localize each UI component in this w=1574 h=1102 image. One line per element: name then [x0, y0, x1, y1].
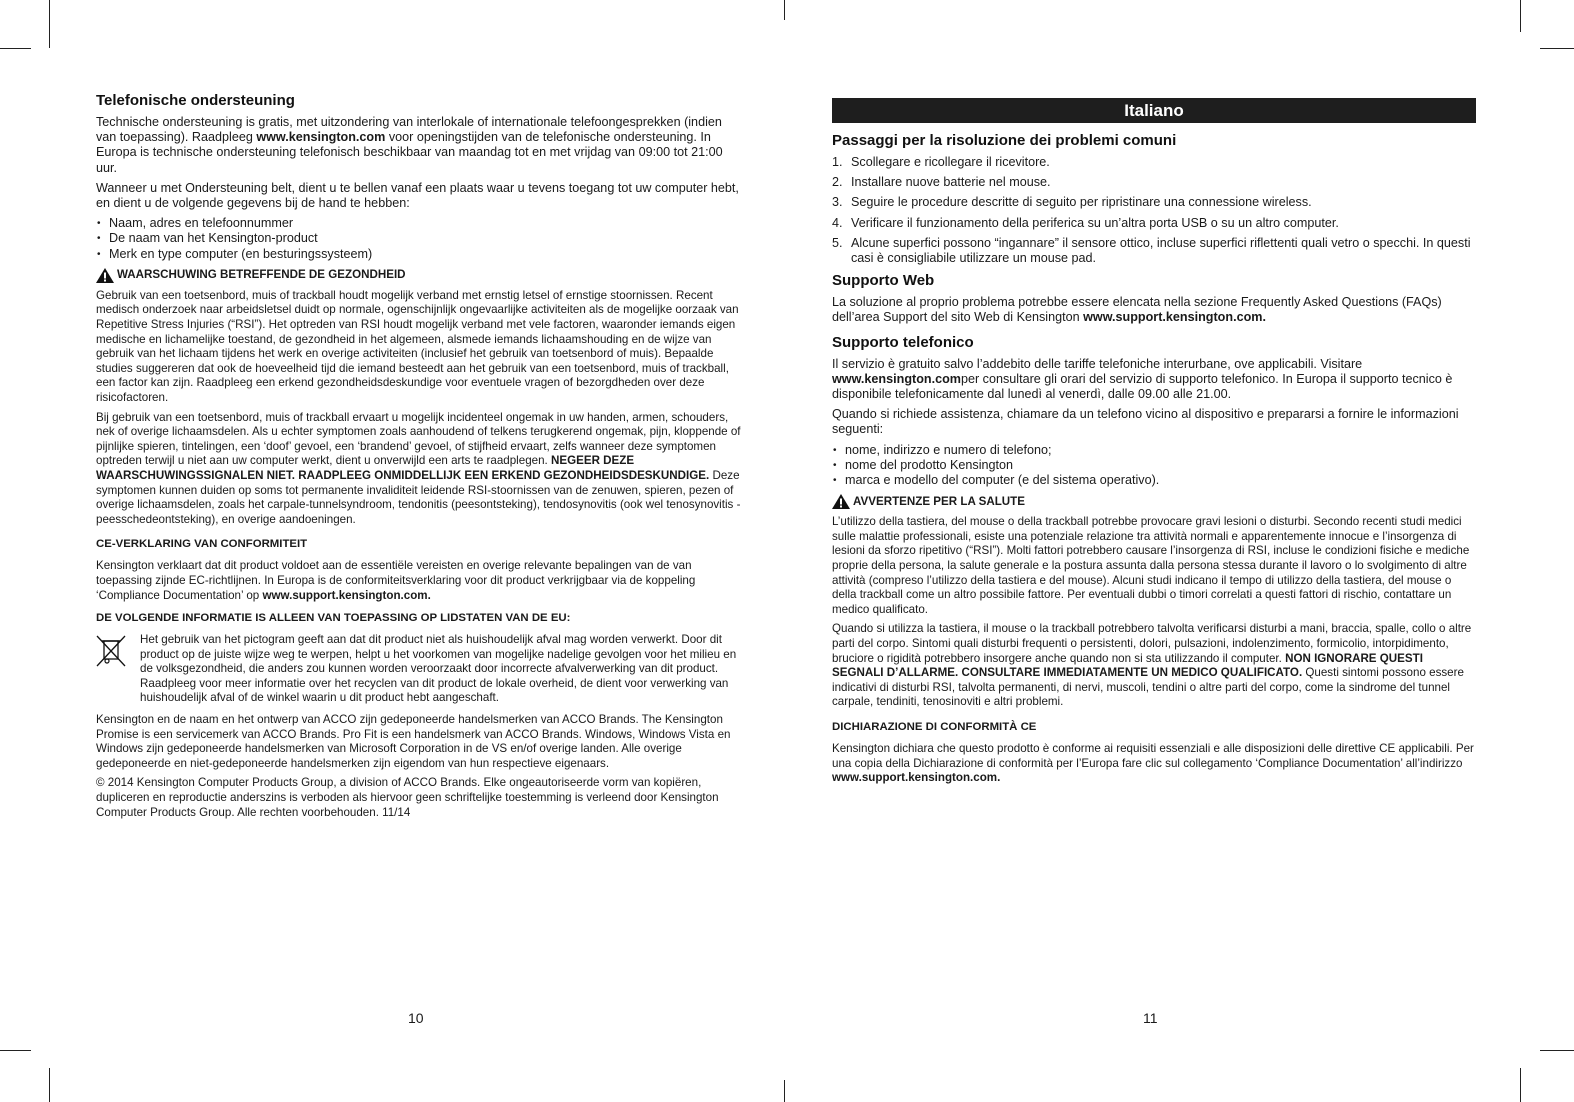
ce-paragraph — [96, 559, 742, 603]
support-link[interactable]: www.support.kensington.com. — [262, 588, 431, 602]
step-item — [832, 236, 1476, 266]
crop-mark — [0, 48, 31, 49]
step-text: Installare nuove batterie nel mouse. — [851, 175, 1051, 190]
warning-triangle-icon — [832, 494, 850, 509]
ce-heading: CE-VERKLARING VAN CONFORMITEIT — [96, 538, 308, 551]
text: Technische ondersteuning is gratis, met uitzondering van interlokale of internationale telefoongesprekken (indien van toepassing). Raadpleeg — [96, 115, 722, 145]
text: La soluzione al proprio problema potrebbe essere elencata nella sezione Frequently Asked Questions (FAQs) dell’area Support del sito Web di Kensington — [832, 295, 1442, 325]
crossed-out-wheelie-bin-icon — [96, 633, 140, 711]
support-link[interactable]: www.support.kensington.com. — [1083, 310, 1266, 325]
text: Kensington verklaart dat dit product voldoet aan de essentiële vereisten en overige relevante bepalingen van de van toepassing zijnde EC-richtlijnen. In Europa is de conformiteitsverklaring voor dit product verkrijgbaar via de koppeling ‘Compliance Documentation’ op — [96, 559, 696, 602]
section-title-telephone-support: Supporto telefonico — [832, 333, 974, 351]
health-warning-paragraph: Gebruik van een toetsenbord, muis of trackball houdt mogelijk verband met ernstig letsel of ernstige stoornissen. Recent medisch onderzoek naar arbeidsletsel duidt op normale, ogenschijnlijk ongevaarlijke activiteiten als de mogelijke oorzaak van Repetitive Stress Injuries (“RSI”). Het optreden van RSI houdt mogelijk verband met vele factoren, waaronder iemands eigen medische en lichamelijke toestand, de gezondheid in het algemeen, alsmede iemands lichaamshouding en de wijze van gebruik van het lichaam tijdens het werk en overige activiteiten (inclusief het gebruik van toetsenbord of muis). Bepaalde studies suggereren dat ook de hoeveelheid tijd die iemand besteedt aan het gebruik van een toetsenbord, muis of trackball, een factor kan zijn. Raadpleeg een erkend gezondheidsdeskundige voor eventuele vragen of bezorgdheden over deze risicofactoren. — [96, 288, 739, 404]
step-text: Seguire le procedure descritte di seguito per ripristinare una connessione wireless. — [851, 195, 1312, 210]
list-item: • De naam van het Kensington-product — [96, 231, 742, 246]
tel-support-paragraph-2: Quando si richiede assistenza, chiamare da un telefono vicino al dispositivo e prepararsi a fornire le informazioni seguenti: — [832, 407, 1459, 437]
text: Kensington dichiara che questo prodotto è conforme ai requisiti essenziali e alle disposizioni delle direttive CE applicabili. Per una copia della Dichiarazione di conformità per l’Europa fare clic sul collegamento ‘Compliance Documentation’ all’indirizzo — [832, 741, 1474, 770]
text: voor openingstijden van de telefonische ondersteuning. In Europa is technische ondersteuning telefonisch beschikbaar van maandag tot en met vrijdag van 09:00 tot 21:00 uur. — [96, 130, 723, 175]
required-info-list — [832, 443, 1476, 489]
step-item — [832, 195, 1476, 210]
step-text: Alcune superfici possono “ingannare” il sensore ottico, incluse superfici riflettenti quali vetro o specchi. In questi casi è consigliabile utilizzare un mouse pad. — [851, 235, 1471, 266]
crop-mark — [49, 0, 50, 48]
ce-paragraph — [832, 742, 1476, 786]
right-page — [832, 98, 1476, 791]
health-warning-paragraph-2 — [832, 622, 1476, 710]
web-support-paragraph — [832, 295, 1476, 325]
warning-title: AVVERTENZE PER LA SALUTE — [853, 494, 1025, 508]
crop-mark — [0, 1050, 31, 1051]
step-number: 3. — [832, 195, 843, 210]
section-title-troubleshooting: Passaggi per la risoluzione dei problemi comuni — [832, 132, 1177, 149]
text: Bij gebruik van een toetsenbord, muis of trackball ervaart u mogelijk incidenteel ongemak in uw handen, armen, schouders, nek of overige lichaamsdelen. Als u echter symptomen zoals aanhoudend of telkens terugkerend ongemak, pijn, kloppende of pijnlijke spieren, tintelingen, een ‘doof’ gevoel, een ‘brandend’ gevoel, of stijfheid ervaart, zelfs wanneer deze symptomen optreden terwijl u niet aan uw computer werkt, dient u onverwijld een arts te raadplegen. — [96, 410, 741, 468]
warning-triangle-icon — [96, 268, 114, 283]
health-warning-heading — [832, 494, 1476, 509]
section-title-telephone-support: Telefonische ondersteuning — [96, 92, 295, 109]
section-title-web-support: Supporto Web — [832, 272, 935, 290]
support-link[interactable]: www.support.kensington.com. — [832, 771, 1001, 785]
tel-support-paragraph — [96, 115, 742, 176]
page-number: 10 — [408, 1010, 424, 1026]
list-item: • Merk en type computer (en besturingssysteem) — [96, 247, 742, 262]
weee-paragraph: Het gebruik van het pictogram geeft aan dat dit product niet als huishoudelijk afval mag worden verwerkt. Door dit product op de juiste wijze weg te werpen, helpt u het voorkomen van mogelijke nadelige gevolgen voor het milieu en de volksgezondheid, die anders zou kunnen worden veroorzaakt door incorrecte afvalverwerking van dit product. Raadpleeg voor meer informatie over het recyclen van dit product de lokale overheid, de dient voor verwerking van huishoudelijk afval of de winkel waarin u dit product hebt aangeschaft. — [140, 633, 737, 705]
tel-support-paragraph — [832, 357, 1476, 403]
warning-emphasis: NON IGNORARE QUESTI SEGNALI D’ALLARME. CONSULTARE IMMEDIATAMENTE UN MEDICO QUALIFICATO. — [832, 651, 1423, 680]
trademark-paragraph: Kensington en de naam en het ontwerp van ACCO zijn gedeponeerde handelsmerken van ACCO Brands. The Kensington Promise is een servicemerk van ACCO Brands. Pro Fit is een handelsmerk van ACCO Brands. Windows, Windows Vista en Windows zijn gedeponeerde handelsmerken van Microsoft Corporation in de VS en/of overige landen. Alle overige gedeponeerde en niet-gedeponeerde handelsmerken zijn eigendom van hun respectieve eigenaars. — [96, 713, 731, 770]
weee-block — [96, 633, 742, 711]
kensington-link[interactable]: www.kensington.com — [256, 130, 386, 145]
list-item: • Naam, adres en telefoonnummer — [96, 216, 742, 231]
step-number: 4. — [832, 215, 843, 230]
health-warning-heading — [96, 268, 742, 283]
step-number: 1. — [832, 155, 843, 169]
step-item — [832, 155, 1476, 170]
text: per consultare gli orari del servizio di supporto telefonico. In Europa il supporto tecnico è disponibile telefonicamente dal lunedì al venerdì, dalle 09.00 alle 21.00. — [832, 371, 1453, 402]
left-page — [96, 92, 742, 825]
crop-mark — [1540, 1050, 1574, 1051]
step-number: 2. — [832, 175, 843, 190]
crop-mark — [1520, 0, 1521, 32]
tel-support-paragraph-2: Wanneer u met Ondersteuning belt, dient u te bellen vanaf een plaats waar u tevens toegang tot uw computer hebt, en dient u de volgende gegevens bij de hand te hebben: — [96, 180, 739, 211]
text: Deze symptomen kunnen duiden op soms tot permanente invaliditeit leidende RSI-stoornissen van de zenuwen, spieren, pezen of overige lichaamsdelen, zoals het carpale-tunnelsyndroom, tendonitis (peesontsteking), tendosynovitis (ook wel tenosynovitis - peesschedeontsteking), en overige aandoeningen. — [96, 468, 741, 526]
crop-mark — [1540, 48, 1574, 49]
warning-emphasis: NEGEER DEZE WAARSCHUWINGSSIGNALEN NIET. RAADPLEEG ONMIDDELLIJK EEN ERKEND GEZONDHEIDSDESKUNDIGE. — [96, 454, 710, 482]
crop-mark — [784, 1080, 785, 1102]
warning-title: WAARSCHUWING BETREFFENDE DE GEZONDHEID — [117, 268, 406, 282]
language-banner: Italiano — [832, 98, 1476, 123]
list-item: • marca e modello del computer (e del sistema operativo). — [832, 473, 1476, 488]
step-number: 5. — [832, 235, 843, 250]
step-text: Scollegare e ricollegare il ricevitore. — [851, 155, 1050, 169]
text: Quando si utilizza la tastiera, il mouse o la trackball potrebbero talvolta verificarsi disturbi a mani, braccia, spalle, collo o altre parti del corpo. Sintomi quali disturbi frequenti o persistenti, dolori, pulsazioni, indolenzimento, formicolio, intorpidimento, bruciore o rigidità potrebbero insorgere anche quando non si sta utilizzando il computer. — [832, 622, 1472, 665]
ce-heading: DICHIARAZIONE DI CONFORMITÀ CE — [832, 720, 1037, 733]
step-item — [832, 175, 1476, 190]
crop-mark — [784, 0, 785, 20]
kensington-link[interactable]: www.kensington.com — [832, 371, 961, 386]
crop-mark — [1520, 1068, 1521, 1102]
page-number: 11 — [1143, 1010, 1158, 1026]
text: Il servizio è gratuito salvo l’addebito delle tariffe telefoniche interurbane, ove applicabili. Visitare — [832, 356, 1363, 371]
required-info-list — [96, 216, 742, 262]
crop-mark — [49, 1068, 50, 1102]
eu-info-heading: DE VOLGENDE INFORMATIE IS ALLEEN VAN TOEPASSING OP LIDSTATEN VAN DE EU: — [96, 612, 571, 625]
health-warning-paragraph: L’utilizzo della tastiera, del mouse o della trackball potrebbe provocare gravi lesioni o disturbi. Secondo recenti studi medici sulle malattie professionali, esiste una potenziale relazione tra attività normali e apparentemente innocue e l’insorgenza di lesioni da sforzo ripetitivo (“RSI”). Molti fattori potrebbero causare l’insorgenza di RSI, incluse le condizioni fisiche e mediche proprie della persona, la salute generale e la postura assunta dalla persona stessa durante il lavoro o lo svolgimento di altre attività (compreso l’utilizzo della tastiera e del mouse). Alcuni studi indicano il tempo di utilizzo della tastiera, del mouse o della trackball come un altro possibile fattore. Per eventuali dubbi o timori correlati a questi fattori di rischio, contattare un medico qualificato. — [832, 515, 1470, 616]
list-item: • nome, indirizzo e numero di telefono; — [832, 443, 1476, 458]
step-item — [832, 216, 1476, 231]
text: Questi sintomi possono essere indicativi di disturbi RSI, talvolta permanenti, di nervi, muscoli, tendini o altre parti del corpo, come la sindrome del tunnel carpale, tendiniti, tenosinoviti e altri problemi. — [832, 666, 1464, 709]
list-item: • nome del prodotto Kensington — [832, 458, 1476, 473]
troubleshooting-steps — [832, 155, 1476, 266]
copyright-paragraph: © 2014 Kensington Computer Products Group, a division of ACCO Brands. Elke ongeautoriseerde vorm van kopiëren, dupliceren en reproductie anderszins is verboden als hiervoor geen schriftelijke toestemming is verleend door Kensington Computer Products Group. Alle rechten voorbehouden. 11/14 — [96, 776, 719, 819]
step-text: Verificare il funzionamento della periferica su un’altra porta USB o su un altro computer. — [851, 215, 1339, 230]
health-warning-paragraph-2 — [96, 411, 742, 528]
